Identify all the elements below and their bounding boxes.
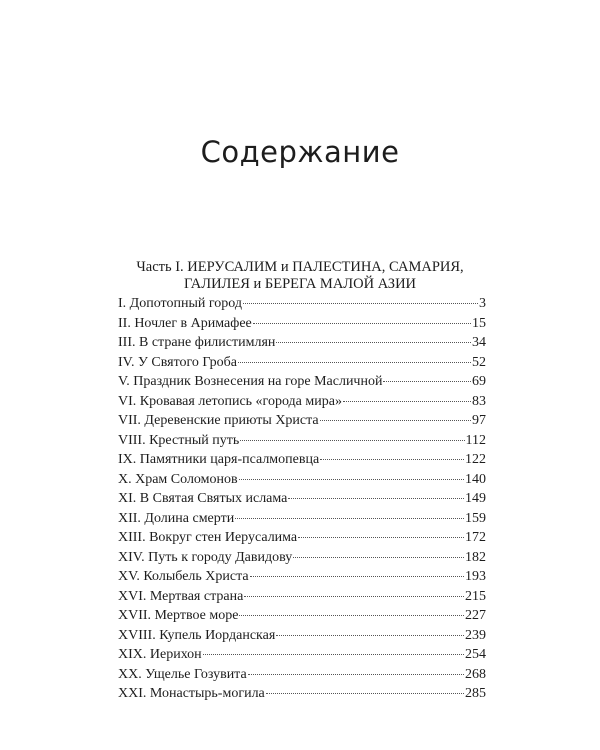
- part-heading: [0, 259, 600, 293]
- dot-leader: [244, 596, 464, 597]
- toc-entry-title: X. Храм Соломонов: [118, 471, 238, 487]
- toc-entry: [118, 314, 486, 334]
- dot-leader: [238, 362, 471, 363]
- toc-entry-title: III. В стране филистимлян: [118, 335, 276, 350]
- toc-entry: [118, 431, 486, 451]
- toc-entry: [118, 509, 486, 529]
- dot-leader: [320, 420, 471, 421]
- toc-entry-title: VI. Кровавая летопись «города мира»: [118, 393, 342, 409]
- toc-entry-page: 34: [472, 335, 486, 350]
- dot-leader: [266, 693, 464, 694]
- dot-leader: [320, 459, 464, 460]
- toc-entry: [118, 450, 486, 470]
- toc-entry-page: 193: [465, 569, 486, 584]
- toc-entry-page: 140: [465, 471, 486, 487]
- dot-leader: [293, 557, 464, 558]
- toc-entry-page: 159: [465, 510, 486, 526]
- table-of-contents: [118, 294, 486, 704]
- toc-entry-page: 3: [479, 296, 486, 311]
- dot-leader: [250, 576, 464, 577]
- toc-entry-title: XXI. Монастырь-могила: [118, 686, 265, 701]
- toc-entry: [118, 392, 486, 412]
- toc-entry: [118, 606, 486, 626]
- toc-entry-page: 215: [465, 588, 486, 604]
- toc-entry: [118, 372, 486, 392]
- toc-entry-page: 227: [465, 608, 486, 623]
- toc-entry-title: XVII. Мертвое море: [118, 608, 239, 623]
- dot-leader: [343, 401, 471, 402]
- toc-entry-page: 15: [472, 315, 486, 331]
- toc-entry: [118, 353, 486, 373]
- dot-leader: [288, 498, 464, 499]
- toc-entry: [118, 626, 486, 646]
- toc-entry-title: IX. Памятники царя-псалмопевца: [118, 452, 320, 467]
- toc-entry-title: II. Ночлег в Аримафее: [118, 315, 252, 331]
- toc-entry-title: VIII. Крестный путь: [118, 432, 240, 448]
- toc-entry: [118, 587, 486, 607]
- toc-entry-page: 149: [465, 491, 486, 506]
- toc-entry-page: 122: [465, 452, 486, 467]
- toc-entry: [118, 294, 486, 314]
- toc-entry: [118, 470, 486, 490]
- toc-entry-title: XIII. Вокруг стен Иерусалима: [118, 530, 298, 545]
- toc-entry-page: 83: [472, 393, 486, 409]
- dot-leader: [235, 518, 464, 519]
- toc-entry-page: 254: [465, 647, 486, 662]
- dot-leader: [239, 615, 464, 616]
- toc-entry: [118, 548, 486, 568]
- toc-entry: [118, 645, 486, 665]
- dot-leader: [243, 303, 478, 304]
- toc-entry-page: 285: [465, 686, 486, 701]
- toc-entry-title: XVI. Мертвая страна: [118, 588, 244, 604]
- toc-entry-page: 182: [465, 549, 486, 565]
- dot-leader: [298, 537, 464, 538]
- dot-leader: [203, 654, 464, 655]
- toc-entry: [118, 333, 486, 353]
- toc-entry-title: V. Праздник Вознесения на горе Масличной: [118, 374, 383, 389]
- toc-entry-title: XIV. Путь к городу Давидову: [118, 549, 293, 565]
- toc-entry: [118, 528, 486, 548]
- toc-entry: [118, 411, 486, 431]
- toc-entry-title: XI. В Святая Святых ислама: [118, 491, 288, 506]
- toc-entry-title: IV. У Святого Гроба: [118, 354, 237, 370]
- toc-entry-title: XX. Ущелье Гозувита: [118, 666, 247, 682]
- toc-entry-page: 112: [465, 432, 486, 448]
- toc-entry: [118, 665, 486, 685]
- toc-entry: [118, 489, 486, 509]
- part-heading-line-1: Часть I. ИЕРУСАЛИМ и ПАЛЕСТИНА, САМАРИЯ,: [136, 259, 464, 275]
- toc-entry: [118, 567, 486, 587]
- dot-leader: [239, 479, 464, 480]
- toc-entry-page: 52: [472, 354, 486, 370]
- dot-leader: [240, 440, 464, 441]
- toc-entry-title: XVIII. Купель Иорданская: [118, 627, 276, 643]
- toc-entry-page: 268: [465, 666, 486, 682]
- dot-leader: [383, 381, 471, 382]
- toc-entry-page: 172: [465, 530, 486, 545]
- toc-entry-title: XV. Колыбель Христа: [118, 569, 249, 584]
- part-heading-line-2: ГАЛИЛЕЯ и БЕРЕГА МАЛОЙ АЗИИ: [183, 276, 417, 292]
- toc-entry-title: I. Допотопный город: [118, 296, 242, 311]
- toc-entry-page: 239: [465, 627, 486, 643]
- dot-leader: [276, 342, 471, 343]
- dot-leader: [248, 674, 464, 675]
- dot-leader: [253, 323, 471, 324]
- toc-entry-title: XIX. Иерихон: [118, 647, 202, 662]
- page-title: Содержание: [200, 135, 400, 169]
- toc-entry: [118, 684, 486, 704]
- toc-entry-page: 97: [472, 413, 486, 428]
- dot-leader: [276, 635, 464, 636]
- toc-entry-page: 69: [472, 374, 486, 389]
- toc-entry-title: XII. Долина смерти: [118, 510, 235, 526]
- toc-entry-title: VII. Деревенские приюты Христа: [118, 413, 319, 428]
